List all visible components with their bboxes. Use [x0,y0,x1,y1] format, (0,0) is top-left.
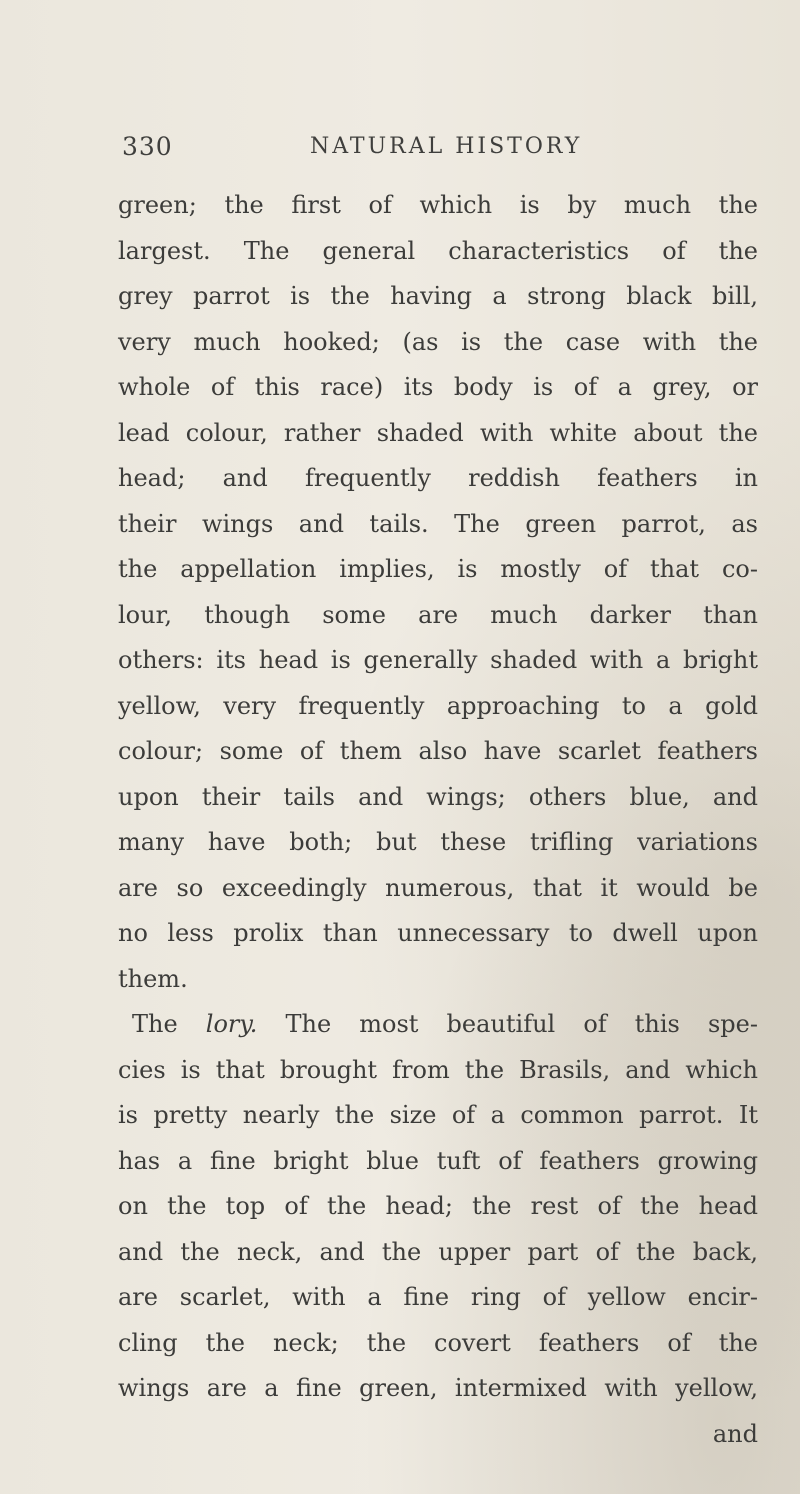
text-line: and the neck, and the upper part of the back, [118,1237,758,1266]
text-line: many have both; but these trifling variations [118,828,758,856]
text-line: are scarlet, with a fine ring of yellow encir- [118,1283,758,1311]
text-line: their wings and tails. The green parrot, as [118,509,758,538]
text-line: yellow, very frequently approaching to a gold [118,691,758,720]
text-line: cling the neck; the covert feathers of the [118,1328,758,1357]
text-line: on the top of the head; the rest of the head [118,1192,758,1220]
text-line: is pretty nearly the size of a common parrot. It [118,1101,758,1129]
running-head: NATURAL HISTORY [310,134,583,159]
paragraph-lory-first-line [118,1002,758,1048]
text-line: are so exceedingly numerous, that it would be [118,873,758,902]
text-line: head; and frequently reddish feathers in [118,464,758,492]
text-line: grey parrot is the having a strong black bill, [118,282,758,310]
text-line: whole of this race) its body is of a grey, or [118,373,758,401]
text-line: lour, though some are much darker than [118,600,758,629]
page-number: 330 [122,132,173,161]
text-line: wings are a fine green, intermixed with yellow, [118,1374,758,1402]
text-line: has a fine bright blue tuft of feathers growing [118,1146,758,1175]
catchword: and [712,1419,758,1448]
text-line: no less prolix than unnecessary to dwell upon [118,919,758,947]
text-line: the appellation implies, is mostly of that co- [118,555,758,583]
text-line: others: its head is generally shaded with a bright [118,646,758,674]
text-line: very much hooked; (as is the case with the [118,327,758,356]
text-line: colour; some of them also have scarlet feathers [118,737,758,765]
text-line: upon their tails and wings; others blue, and [118,782,758,811]
text-line: lead colour, rather shaded with white about the [118,418,758,447]
body-text [118,183,758,1457]
page-header [122,132,742,172]
text-line: cies is that brought from the Brasils, and which [118,1055,758,1084]
section-term-lory: lory. [205,1010,258,1038]
text-line: green; the first of which is by much the [118,191,758,219]
text-line: largest. The general characteristics of the [118,236,758,265]
paragraph-lead: The [132,1010,178,1038]
text-line: them. [118,964,188,993]
text-line-rest: The most beautiful of this spe- [285,1010,758,1038]
